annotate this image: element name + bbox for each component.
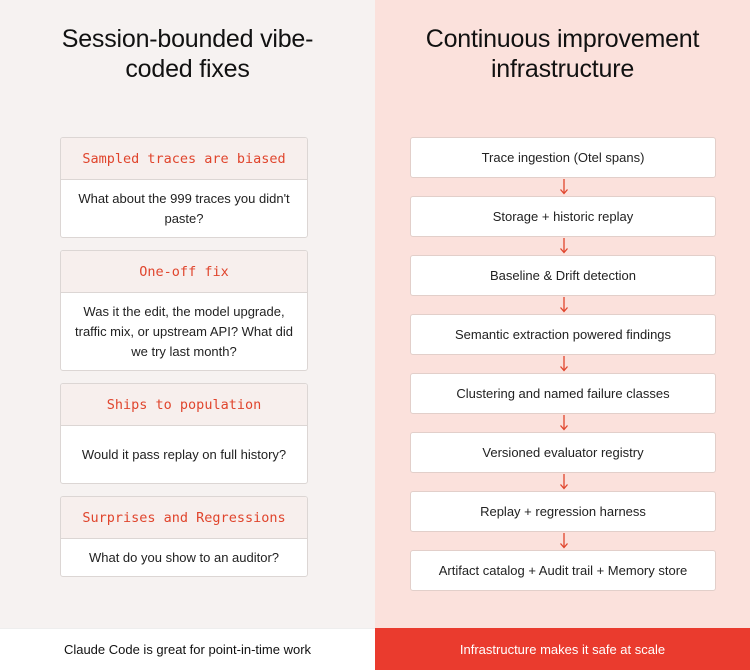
flow-step-evaluator-registry: Versioned evaluator registry [410, 432, 716, 473]
footer-right-caption: Infrastructure makes it safe at scale [375, 628, 750, 670]
card-body: What do you show to an auditor? [88, 550, 280, 565]
left-panel-title [0, 24, 375, 84]
card-body: Would it pass replay on full history? [81, 447, 287, 462]
flow-step-storage-replay: Storage + historic replay [410, 196, 716, 237]
arrow-down-icon [558, 473, 570, 491]
flow-step-artifact-catalog: Artifact catalog + Audit trail + Memory store [410, 550, 716, 591]
card-body: Was it the edit, the model upgrade, traffic mix, or upstream API? What did we try last month? [75, 304, 293, 359]
arrow-down-icon [558, 296, 570, 314]
arrow-down-icon [558, 532, 570, 550]
arrow-down-icon [558, 237, 570, 255]
right-title-line-1: Continuous improvement [425, 25, 700, 53]
left-title-line-1: Session-bounded vibe- [61, 25, 314, 53]
card-header: Ships to population [61, 384, 307, 426]
card-header: Surprises and Regressions [61, 497, 307, 539]
flow-step-trace-ingestion: Trace ingestion (Otel spans) [410, 137, 716, 178]
card-body: What about the 999 traces you didn't paste? [78, 191, 290, 226]
right-title-line-2: infrastructure [490, 55, 635, 83]
flow-step-baseline-drift: Baseline & Drift detection [410, 255, 716, 296]
flow-step-semantic-extraction: Semantic extraction powered findings [410, 314, 716, 355]
card-ships-to-population [60, 383, 308, 484]
card-surprises-regressions [60, 496, 308, 577]
arrow-down-icon [558, 178, 570, 196]
left-title-line-2: coded fixes [125, 55, 250, 83]
card-sampled-traces [60, 137, 308, 238]
card-header: One-off fix [61, 251, 307, 293]
footer-left-caption: Claude Code is great for point-in-time work [0, 628, 375, 670]
card-one-off-fix [60, 250, 308, 371]
arrow-down-icon [558, 355, 570, 373]
right-panel-title [375, 24, 750, 84]
card-header: Sampled traces are biased [61, 138, 307, 180]
flow-step-regression-harness: Replay + regression harness [410, 491, 716, 532]
arrow-down-icon [558, 414, 570, 432]
flow-step-clustering: Clustering and named failure classes [410, 373, 716, 414]
